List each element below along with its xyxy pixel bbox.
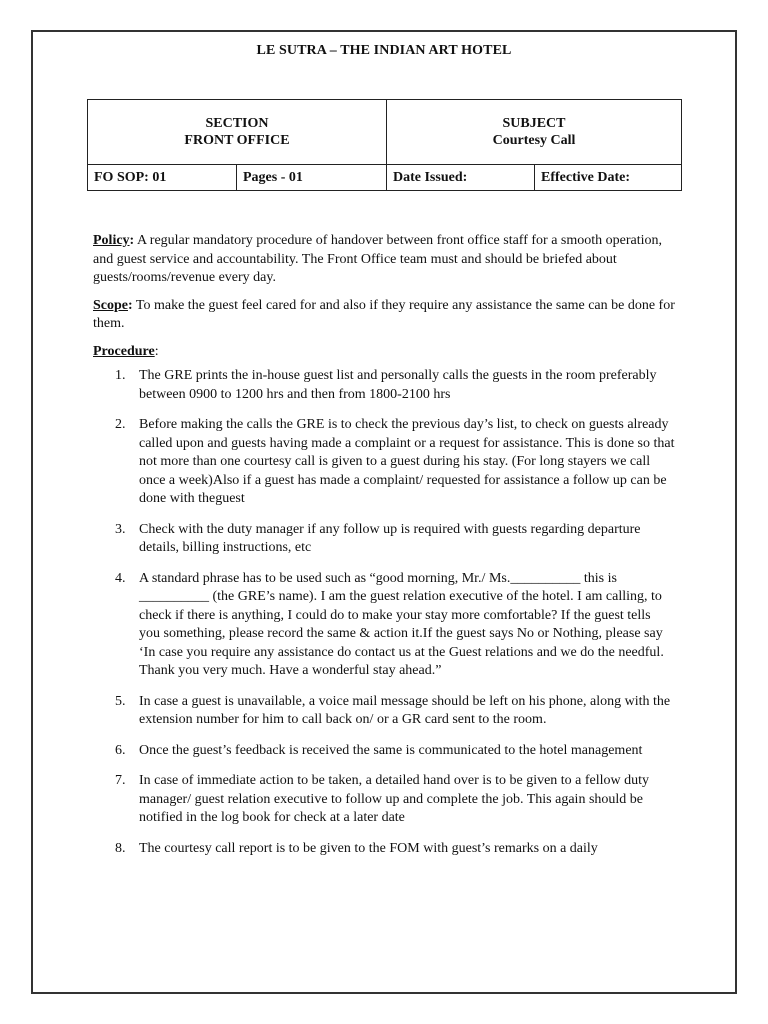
policy-text: A regular mandatory procedure of handover between front office staff for a smooth operation, and guest service and accountability. The Front Office team must and should be briefed about guests/rooms/revenue every day. [93, 233, 663, 285]
step-text: In case of immediate action to be taken, a detailed hand over is to be given to a fellow duty manager/ guest relation executive to follow up and complete the job. This again should be notified in the log book for check at a later date [139, 773, 650, 825]
scope-paragraph: Scope: To make the guest feel cared for and also if they require any assistance the same can be done for them. [93, 297, 675, 331]
pages-count: Pages - 01 [236, 165, 386, 191]
section-label: SECTION [205, 116, 269, 131]
step-text: Before making the calls the GRE is to check the previous day’s list, to check on guests already called upon and guests having made a complaint or a request for assistance. This is done so that not more than one courtesy call is given to a guest during his stay. (For long stayers we call once a week)Also if a guest has made a complaint/ requested for assistance a follow up can be done with theguest [139, 417, 675, 506]
policy-paragraph: Policy: A regular mandatory procedure of handover between front office staff for a smooth operation, and guest service and accountability. The Front Office team must and should be briefed about guests/rooms/revenue every day. [93, 233, 663, 285]
policy-label: Policy [93, 233, 130, 248]
step-number: 7. [115, 773, 126, 788]
section-value: FRONT OFFICE [184, 133, 290, 148]
list-item [93, 772, 675, 828]
list-item [93, 570, 675, 681]
step-number: 3. [115, 521, 126, 537]
step-text: Check with the duty manager if any follow up is required with guests regarding departure details, billing instructions, etc [139, 521, 641, 555]
step-text: The courtesy call report is to be given to the FOM with guest’s remarks on a daily [139, 840, 598, 856]
step-text: A standard phrase has to be used such as “good morning, Mr./ Ms.__________ this is __________ (the GRE’s name). I am the guest relation executive of the hotel. I am calling, to check if there is anything, I could do to make your stay more comfortable? If the guest tells you something, please record the same & action it.If the guest says No or Nothing, please say ‘In case you require any assistance do contact us at the Guest relations and we do the needful. Thank you very much. Have a wonderful stay ahead.” [139, 570, 664, 678]
subject-cell [387, 100, 682, 165]
document-body [93, 232, 675, 870]
sop-header-table [87, 99, 682, 191]
section-cell [88, 100, 387, 165]
step-number: 6. [115, 742, 126, 758]
procedure-heading: Procedure: [93, 343, 159, 359]
step-text: The GRE prints the in-house guest list and personally calls the guests in the room preferably between 0900 to 1200 hrs and then from 1800-2100 hrs [139, 368, 657, 402]
scope-text: To make the guest feel cared for and also if they require any assistance the same can be done for them. [93, 297, 675, 331]
list-item [93, 840, 675, 859]
step-text: Once the guest’s feedback is received the same is communicated to the hotel management [139, 742, 643, 758]
list-item [93, 742, 675, 761]
subject-label: SUBJECT [502, 116, 566, 131]
step-text: In case a guest is unavailable, a voice mail message should be left on his phone, along with the extension number for him to call back on/ or a GR card sent to the room. [139, 693, 671, 727]
step-number: 2. [115, 417, 126, 432]
scope-label: Scope [93, 297, 128, 313]
subject-value: Courtesy Call [492, 133, 576, 148]
effective-date: Effective Date: [535, 165, 682, 191]
step-number: 4. [115, 570, 126, 586]
document-title: LE SUTRA – THE INDIAN ART HOTEL [256, 43, 512, 58]
procedure-steps [93, 367, 675, 858]
procedure-label: Procedure [93, 343, 155, 359]
list-item [93, 521, 675, 558]
sop-number: FO SOP: 01 [88, 165, 237, 191]
list-item [93, 367, 675, 404]
step-number: 5. [115, 693, 126, 709]
list-item [93, 416, 675, 509]
step-number: 1. [115, 368, 126, 383]
list-item [93, 693, 675, 730]
step-number: 8. [115, 840, 126, 856]
date-issued: Date Issued: [387, 165, 535, 191]
